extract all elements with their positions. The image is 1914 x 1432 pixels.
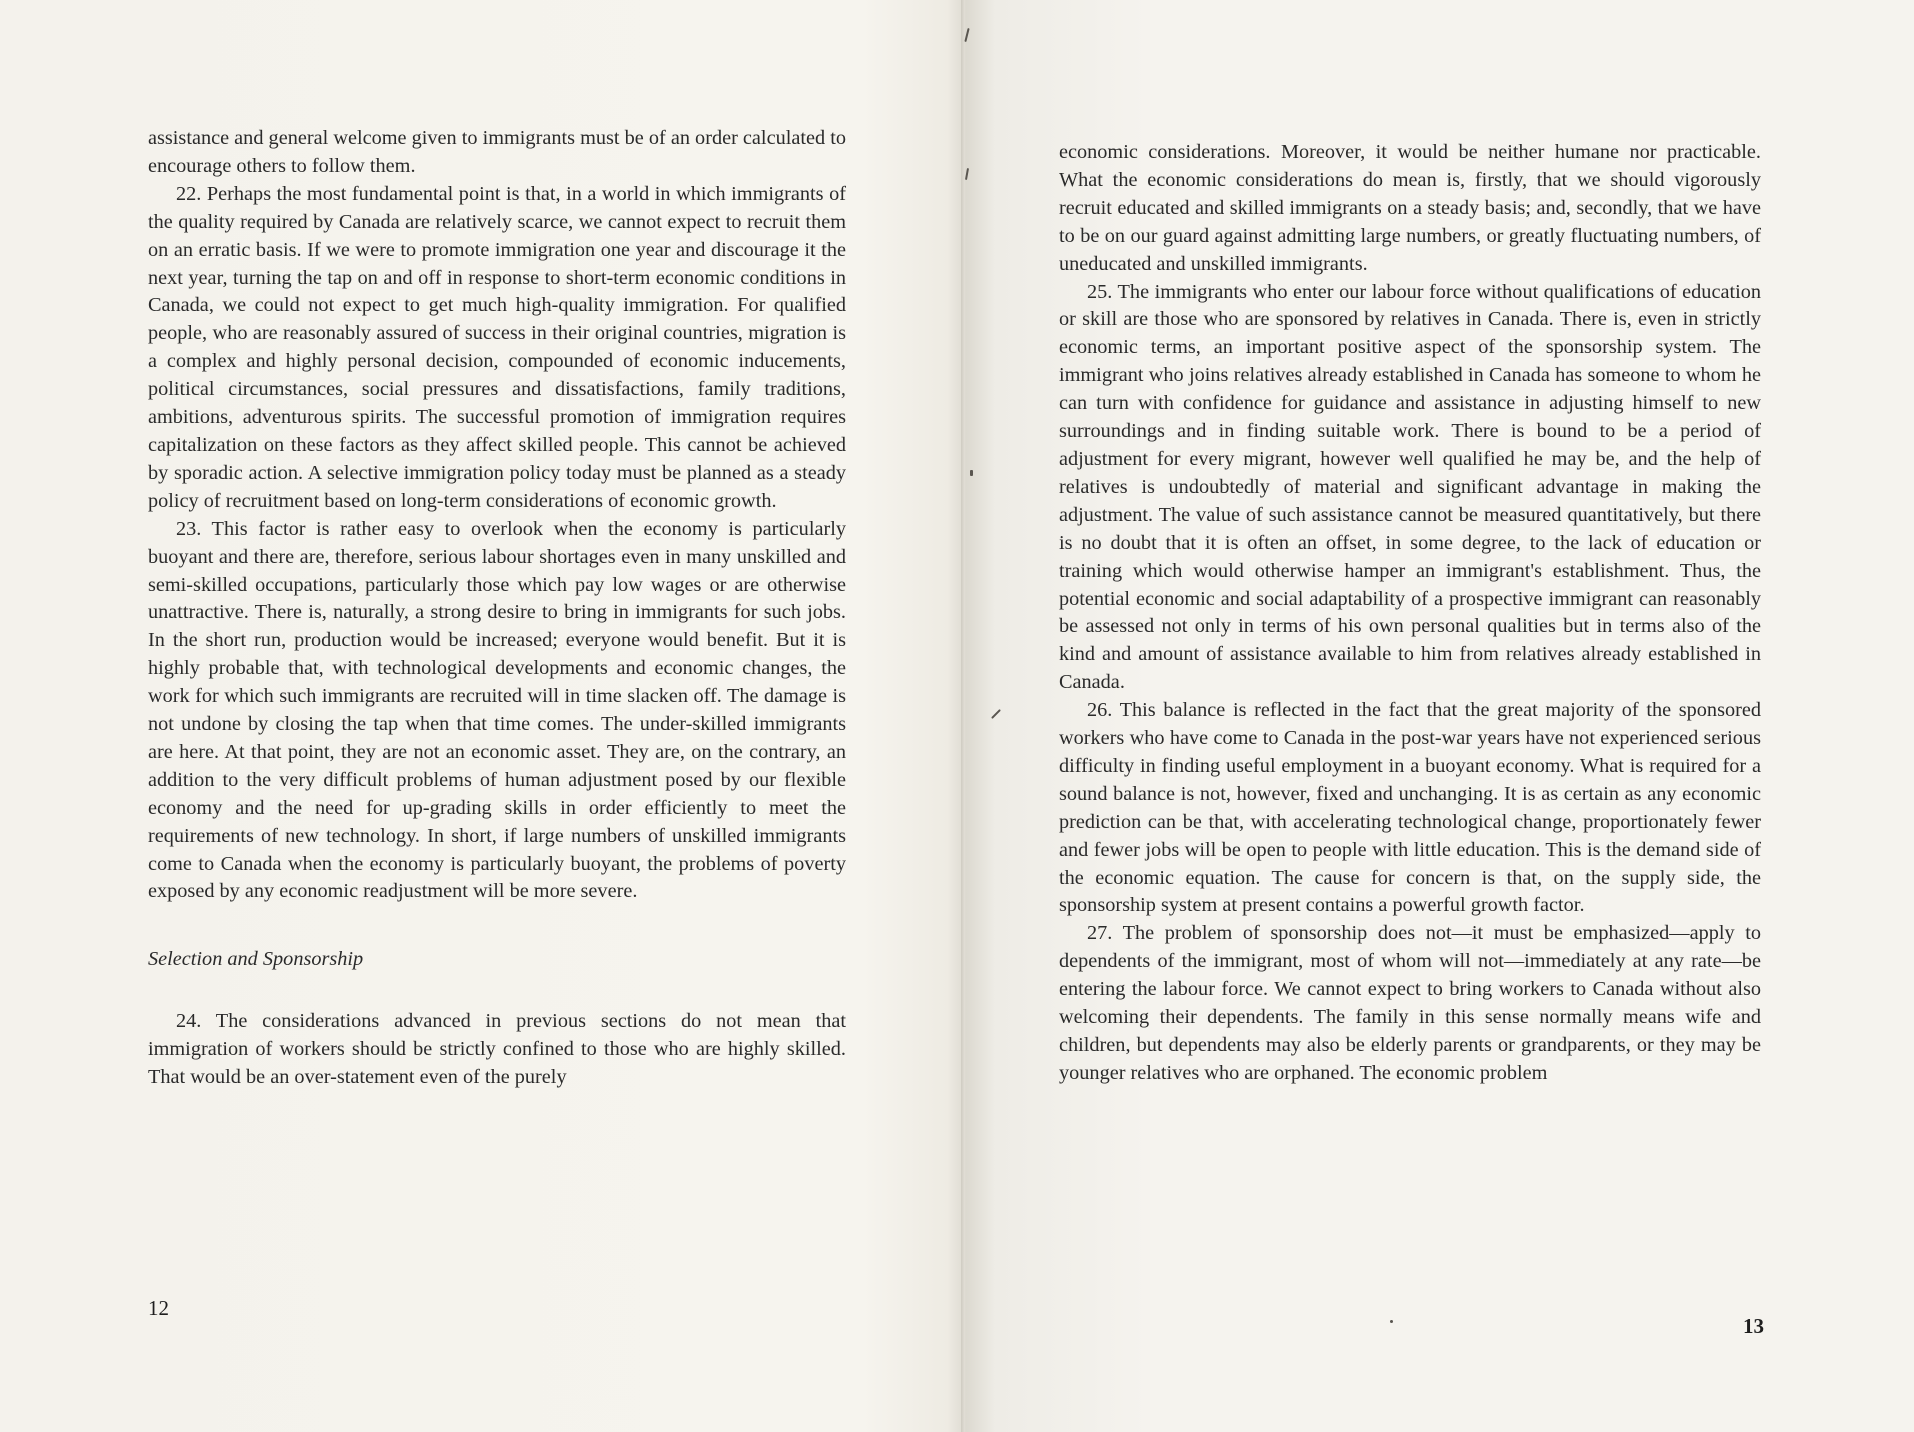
page-number-right: 13: [1743, 1314, 1764, 1338]
left-page-text: [148, 125, 846, 1092]
right-page: [967, 0, 1914, 1432]
paragraph-25: 25. The immigrants who enter our labour force without qualifications of education or skill are those who are sponsored by relatives in Canada. There is, even in strictly economic terms, an important positive aspect of the sponsorship system. The immigrant who joins relatives already established in Canada has someone to whom he can turn with confidence for guidance and assistance in adjusting himself to new surroundings and in finding suitable work. There is bound to be a period of adjustment for every migrant, however well qualified he may be, and the help of relatives is undoubtedly of material and significant advantage in making the adjustment. The value of such assistance cannot be measured quantitatively, but there is no doubt that it is often an offset, in some degree, to the lack of education or training which would otherwise hamper an immigrant's establishment. Thus, the potential economic and social adaptability of a prospective immigrant can reasonably be assessed not only in terms of his own personal qualities but in terms also of the kind and amount of assistance available to him from relatives already established in Canada.: [1059, 280, 1761, 694]
paragraph-23: 23. This factor is rather easy to overlook when the economy is particularly buoyant and there are, therefore, serious labour shortages even in many unskilled and semi-skilled occupations, particularly those which pay low wages or are otherwise unattractive. There is, naturally, a strong desire to bring in immigrants for such jobs. In the short run, production would be increased; everyone would benefit. But it is highly probable that, with technological developments and economic changes, the work for which such immigrants are recruited will in time slacken off. The damage is not undone by closing the tap when that time comes. The under-skilled immigrants are here. At that point, they are not an economic asset. They are, on the contrary, an addition to the very difficult problems of human adjustment posed by our flexible economy and the need for up-grading skills in order efficiently to meet the requirements of new technology. In short, if large numbers of unskilled immigrants come to Canada when the economy is particularly buoyant, the problems of poverty exposed by any economic readjustment will be more severe.: [148, 517, 846, 903]
section-heading: Selection and Sponsorship: [148, 948, 364, 971]
paragraph-22: 22. Perhaps the most fundamental point is that, in a world in which immigrants of the quality required by Canada are relatively scarce, we cannot expect to recruit them on an erratic basis. If we were to promote immigration one year and discourage it the next year, turning the tap on and off in response to short-term economic conditions in Canada, we could not expect to get much high-quality immigration. For qualified people, who are reasonably assured of success in their original countries, migration is a complex and highly personal decision, compounded of economic inducements, political circumstances, social pressures and dissatisfactions, family traditions, ambitions, adventurous spirits. The successful promotion of immigration requires capitalization on these factors as they affect skilled people. This cannot be achieved by sporadic action. A selective immigration policy today must be planned as a steady policy of recruitment based on long-term considerations of economic growth.: [148, 182, 846, 512]
book-gutter: [961, 0, 965, 1432]
paragraph-continued: assistance and general welcome given to immigrants must be of an order calculated to encourage others to follow them.: [148, 127, 846, 177]
paragraph-26: 26. This balance is reflected in the fact that the great majority of the sponsored workers who have come to Canada in the post-war years have not experienced serious difficulty in finding useful employment in a buoyant economy. What is required for a sound balance is not, however, fixed and unchanging. It is as certain as any economic prediction can be that, with accelerating technological change, proportionately fewer and fewer jobs will be open to people with little education. This is the demand side of the economic equation. The cause for concern is that, on the supply side, the sponsorship system at present contains a powerful growth factor.: [1059, 699, 1761, 917]
paragraph-24: 24. The considerations advanced in previous sections do not mean that immigration of workers should be strictly confined to those who are highly skilled. That would be an over-statement even of the purely: [148, 1010, 846, 1089]
paragraph-27: 27. The problem of sponsorship does not—it must be emphasized—apply to dependents of the immigrant, most of whom will not—immediately at any rate—be entering the labour force. We cannot expect to bring workers to Canada without also welcoming their dependents. The family in this sense normally means wife and children, but dependents may also be elderly parents or grandparents, or they may be younger relatives who are orphaned. The economic problem: [1059, 922, 1761, 1084]
right-page-text: [1059, 139, 1761, 1088]
paragraph-continued: economic considerations. Moreover, it would be neither humane nor practicable. What the economic considerations do mean is, firstly, that we should vigorously recruit educated and skilled immigrants on a steady basis; and, secondly, that we have to be on our guard against admitting large numbers, or greatly fluctuating numbers, of uneducated and unskilled immigrants.: [1059, 141, 1761, 275]
page-number-left: 12: [148, 1296, 169, 1320]
